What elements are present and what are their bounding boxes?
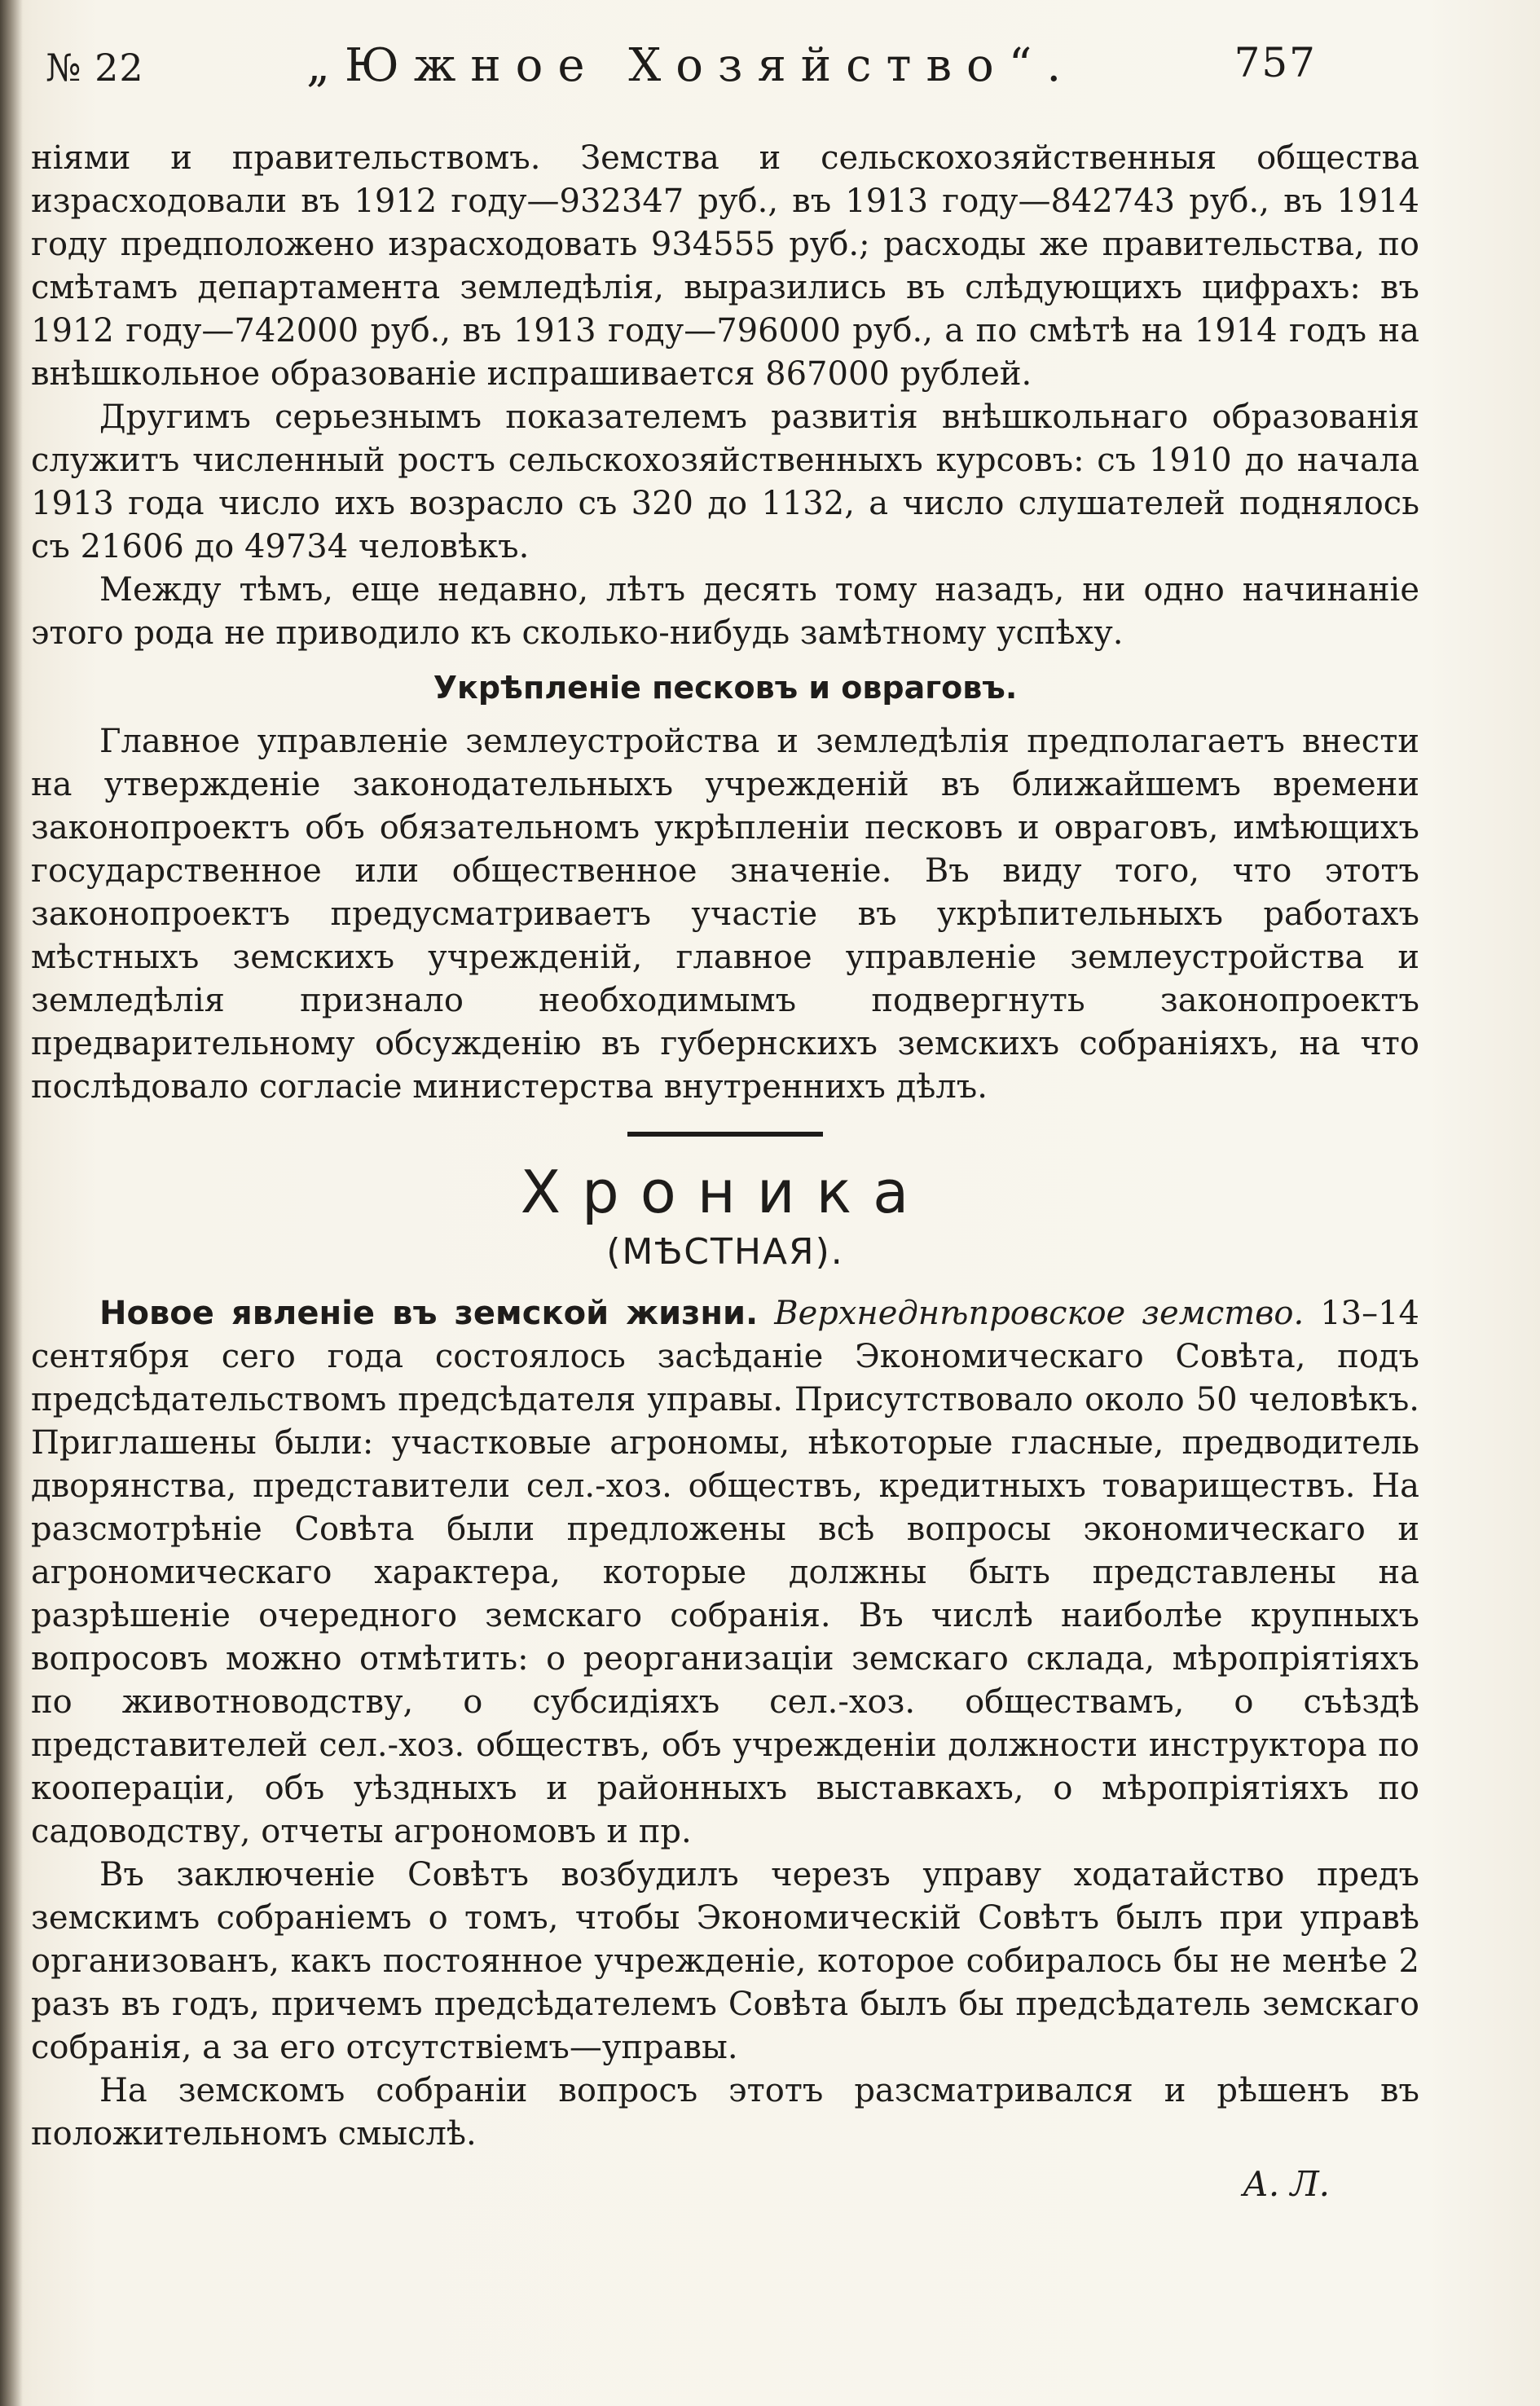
article-chronicle bbox=[31, 1292, 1419, 2213]
paragraph-ravines: Главное управленіе землеустройства и земледѣлія предполагаетъ внести на утвержденіе законодательныхъ учрежденій въ ближайшемъ времени законопроектъ объ обязательномъ укрѣпленіи песковъ и овраговъ, имѣющихъ государственное или общественное значеніе. Въ виду того, что этотъ законопроектъ предусматриваетъ участіе въ укрѣпительныхъ работахъ мѣстныхъ земскихъ учрежденій, главное управленіе землеустройства и земледѣлія признало необходимымъ подвергнуть законопроектъ предварительному обсужденію въ губернскихъ земскихъ собраніяхъ, на что послѣдовало согласіе министерства внутреннихъ дѣлъ. bbox=[31, 723, 1419, 1106]
page-content bbox=[31, 137, 1419, 2213]
article-lead-bold: Новое явленіе въ земской жизни. bbox=[99, 1295, 759, 1332]
article-lead-italic: Верхнеднѣпровское земство. bbox=[774, 1295, 1305, 1332]
binding-shadow bbox=[0, 0, 23, 2406]
issue-number: № 22 bbox=[46, 46, 144, 90]
section-subtitle: (МѢСТНАЯ). bbox=[606, 1231, 844, 1273]
section-title: Хроника bbox=[520, 1158, 931, 1226]
page-header bbox=[46, 39, 1317, 112]
paragraph-success: Между тѣмъ, еще недавно, лѣтъ десять тому назадъ, ни одно начинаніе этого рода не приводило къ сколько-нибудь замѣтному успѣху. bbox=[31, 571, 1419, 652]
paragraph-expenses: ніями и правительствомъ. Земства и сельскохозяйственныя общества израсходовали въ 1912 году—932347 руб., въ 1913 году—842743 руб., въ 1914 году предположено израсходовать 934555 руб.; расходы же правительства, по смѣтамъ департамента земледѣлія, выразились въ слѣдующихъ цифрахъ: въ 1912 году—742000 руб., въ 1913 году—796000 руб., а по смѣтѣ на 1914 годъ на внѣшкольное образованіе испрашивается 867000 рублей. bbox=[31, 139, 1419, 393]
page-number: 757 bbox=[1234, 39, 1317, 86]
article-paragraph-3: На земскомъ собраніи вопросъ этотъ разсматривался и рѣшенъ въ положительномъ смыслѣ. bbox=[31, 2072, 1419, 2153]
subheading-ravines: Укрѣпленіе песковъ и овраговъ. bbox=[433, 670, 1018, 706]
signature-row bbox=[31, 2156, 1419, 2213]
article-paragraph-1 bbox=[31, 1292, 1419, 1854]
paragraph-courses: Другимъ серьезнымъ показателемъ развитія внѣшкольнаго образованія служитъ численный ростъ сельскохозяйственныхъ курсовъ: съ 1910 до начала 1913 года число ихъ возрасло съ 320 до 1132, а число слушателей поднялось съ 21606 до 49734 человѣкъ. bbox=[31, 398, 1419, 565]
article-first-text: 13–14 сентября сего года состоялось засѣданіе Экономическаго Совѣта, подъ предсѣдательствомъ предсѣдателя управы. Присутствовало около 50 человѣкъ. Приглашены были: участковые агрономы, нѣкоторые гласные, предводитель дворянства, представители сел.-хоз. обществъ, кредитныхъ товариществъ. На разсмотрѣніе Совѣта были предложены всѣ вопросы экономическаго и агрономическаго характера, которые должны быть представлены на разрѣшеніе очередного земскаго собранія. Въ числѣ наиболѣе крупныхъ вопросовъ можно отмѣтить: о реорганизаціи земскаго склада, мѣропріятіяхъ по животноводству, о субсидіяхъ сел.-хоз. обществамъ, о съѣздѣ представителей сел.-хоз. обществъ, объ учрежденіи должности инструктора по коопераціи, объ уѣздныхъ и районныхъ выставкахъ, о мѣропріятіяхъ по садоводству, отчеты агрономовъ и пр. bbox=[31, 1295, 1419, 1850]
article-paragraph-2: Въ заключеніе Совѣтъ возбудилъ черезъ управу ходатайство предъ земскимъ собраніемъ о томъ, чтобы Экономическій Совѣтъ былъ при управѣ организованъ, какъ постоянное учрежденіе, которое собиралось бы не менѣе 2 разъ въ годъ, причемъ предсѣдателемъ Совѣта былъ бы предсѣдатель земскаго собранія, а за его отсутствіемъ—управы. bbox=[31, 1856, 1419, 2066]
signature: А. Л. bbox=[1243, 2164, 1330, 2204]
journal-title: „Южное Хозяйство“. bbox=[306, 39, 1076, 92]
section-divider bbox=[627, 1132, 823, 1137]
